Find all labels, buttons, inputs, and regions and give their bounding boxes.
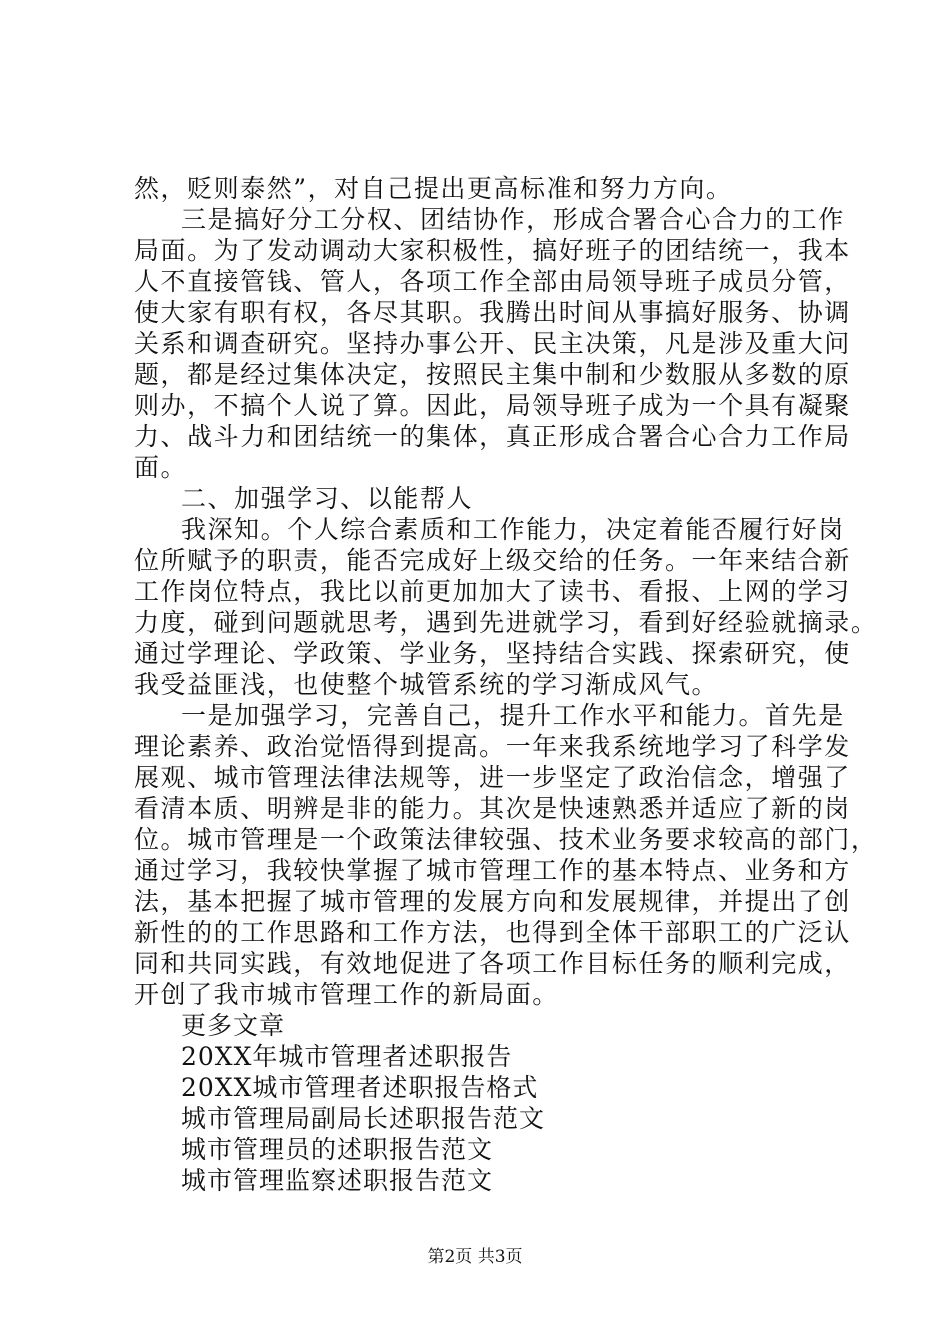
more-article-link[interactable]: 城市管理局副局长述职报告范文 — [181, 1104, 546, 1133]
text-line: 理论素养、政治觉悟得到提高。一年来我系统地学习了科学发 — [134, 732, 851, 761]
text-line: 位所赋予的职责，能否完成好上级交给的任务。一年来结合新 — [134, 546, 851, 575]
paragraph-first-line: 我深知。个人综合素质和工作能力，决定着能否履行好岗 — [181, 515, 845, 544]
text-line: 同和共同实践，有效地促进了各项工作目标任务的顺利完成， — [134, 949, 851, 978]
text-line: 力、战斗力和团结统一的集体，真正形成合署合心合力工作局 — [134, 422, 851, 451]
text-line: 关系和调查研究。坚持办事公开、民主决策，凡是涉及重大问 — [134, 329, 851, 358]
text-line: 使大家有职有权，各尽其职。我腾出时间从事搞好服务、协调 — [134, 298, 851, 327]
text-line: 新性的的工作思路和工作方法，也得到全体干部职工的广泛认 — [134, 918, 851, 947]
more-article-link[interactable]: 城市管理监察述职报告范文 — [181, 1166, 494, 1195]
text-line: 位。城市管理是一个政策法律较强、技术业务要求较高的部门， — [134, 825, 878, 854]
text-line: 开创了我市城市管理工作的新局面。 — [134, 980, 559, 1009]
paragraph-first-line: 三是搞好分工分权、团结协作，形成合署合心合力的工作 — [181, 205, 845, 234]
page-footer: 第2页 共3页 — [427, 1247, 523, 1267]
text-line: 工作岗位特点，我比以前更加加大了读书、看报、上网的学习 — [134, 577, 851, 606]
text-line: 然，贬则泰然”，对自己提出更高标准和努力方向。 — [134, 174, 733, 203]
section-heading: 二、加强学习、以能帮人 — [181, 484, 474, 513]
text-line: 力度，碰到问题就思考，遇到先进就学习，看到好经验就摘录。 — [134, 608, 878, 637]
text-line: 通过学习，我较快掌握了城市管理工作的基本特点、业务和方 — [134, 856, 851, 885]
text-line: 题，都是经过集体决定，按照民主集中制和少数服从多数的原 — [134, 360, 851, 389]
text-line: 则办，不搞个人说了算。因此，局领导班子成为一个具有凝聚 — [134, 391, 851, 420]
text-line: 看清本质、明辨是非的能力。其次是快速熟悉并适应了新的岗 — [134, 794, 851, 823]
text-line: 局面。为了发动调动大家积极性，搞好班子的团结统一，我本 — [134, 236, 851, 265]
text-line: 面。 — [134, 453, 188, 482]
more-article-link[interactable]: 城市管理员的述职报告范文 — [181, 1135, 494, 1164]
more-articles-heading: 更多文章 — [181, 1011, 286, 1040]
more-article-link[interactable]: 20XX城市管理者述职报告格式 — [181, 1073, 539, 1102]
text-line: 法，基本把握了城市管理的发展方向和发展规律，并提出了创 — [134, 887, 851, 916]
paragraph-first-line: 一是加强学习，完善自己，提升工作水平和能力。首先是 — [181, 701, 845, 730]
text-line: 通过学理论、学政策、学业务，坚持结合实践、探索研究，使 — [134, 639, 851, 668]
text-line: 展观、城市管理法律法规等，进一步坚定了政治信念，增强了 — [134, 763, 851, 792]
text-line: 人不直接管钱、管人，各项工作全部由局领导班子成员分管， — [134, 267, 851, 296]
text-line: 我受益匪浅，也使整个城管系统的学习渐成风气。 — [134, 670, 719, 699]
more-article-link[interactable]: 20XX年城市管理者述职报告 — [181, 1042, 513, 1071]
